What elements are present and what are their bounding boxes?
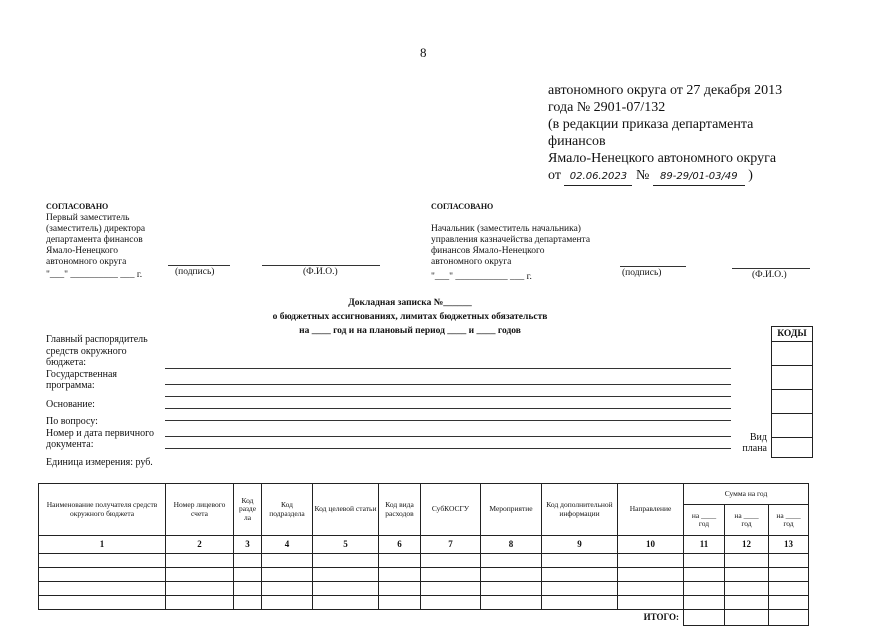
document-header (548, 82, 848, 186)
handwritten-date: 02.06.2023 (564, 168, 632, 186)
field-label: Основание: (46, 398, 95, 410)
approval-line: Первый заместитель (46, 213, 130, 223)
column-number: 10 (618, 536, 684, 554)
field-label: Государственная (46, 368, 118, 380)
fill-line (165, 448, 731, 449)
approval-line: автономного округа (46, 257, 127, 267)
year-label: год (741, 519, 752, 528)
table-cell[interactable] (39, 568, 166, 582)
total-cell[interactable] (725, 610, 769, 626)
table-cell[interactable] (262, 582, 313, 596)
table-cell[interactable] (481, 582, 542, 596)
table-cell[interactable] (379, 582, 421, 596)
table-cell[interactable] (39, 582, 166, 596)
approval-line: Ямало-Ненецкого (46, 246, 118, 256)
field-label: Главный распорядитель (46, 334, 148, 345)
col-header: Номер лицевого счета (166, 484, 234, 536)
table-cell[interactable] (481, 568, 542, 582)
column-number: 4 (262, 536, 313, 554)
field-label: Единица измерения: руб. (46, 456, 153, 468)
codes-header: КОДЫ (772, 327, 812, 342)
table-cell[interactable] (618, 554, 684, 568)
field-label: средств окружного (46, 345, 127, 357)
header-line: (в редакции приказа департамента (548, 117, 754, 132)
year-label: год (698, 519, 710, 528)
table-cell[interactable] (542, 582, 618, 596)
left-date-line: "___" __________ ___ г. (46, 270, 143, 280)
field-label: По вопросу: (46, 416, 98, 427)
fill-line (165, 396, 731, 397)
col-header: Код дополнительной информации (542, 484, 618, 536)
table-cell[interactable] (379, 568, 421, 582)
budget-table (38, 483, 809, 626)
year-label: на ____ (776, 510, 801, 520)
total-cell[interactable] (684, 610, 725, 626)
column-number: 11 (684, 536, 725, 554)
left-sign-label: (подпись) (175, 267, 215, 277)
table-cell[interactable] (234, 582, 262, 596)
fill-line (165, 436, 731, 437)
table-cell[interactable] (313, 596, 379, 610)
plan-label: плана (742, 443, 767, 454)
column-number: 2 (166, 536, 234, 554)
table-cell[interactable] (481, 554, 542, 568)
table-cell[interactable] (166, 554, 234, 568)
table-cell[interactable] (684, 568, 725, 582)
code-cell[interactable] (772, 414, 812, 438)
codes-box (771, 326, 813, 458)
fill-line (165, 384, 731, 385)
table-cell[interactable] (166, 568, 234, 582)
code-cell[interactable] (772, 438, 812, 461)
table-cell[interactable] (684, 554, 725, 568)
right-name-line (732, 268, 810, 269)
table-cell[interactable] (481, 596, 542, 610)
header-order-line (548, 167, 848, 186)
header-line: года № 2901-07/132 (548, 100, 666, 115)
table-cell[interactable] (421, 596, 481, 610)
table-cell[interactable] (39, 596, 166, 610)
approval-line: Начальник (заместитель начальника) (431, 224, 581, 234)
code-cell[interactable] (772, 390, 812, 414)
table-cell[interactable] (379, 596, 421, 610)
table-cell[interactable] (725, 596, 769, 610)
approval-line: (заместитель) директора (46, 224, 146, 234)
code-cell[interactable] (772, 342, 812, 366)
header-line: Ямало-Ненецкого автономного округа (548, 151, 777, 166)
header-prefix: от (548, 168, 561, 183)
table-cell[interactable] (542, 568, 618, 582)
column-number: 6 (379, 536, 421, 554)
col-header: Код целевой статьи (313, 484, 379, 536)
left-approval-block (46, 201, 226, 268)
column-number: 8 (481, 536, 542, 554)
fill-line (165, 368, 731, 369)
table-cell[interactable] (542, 554, 618, 568)
table-cell[interactable] (725, 582, 769, 596)
left-name-label: (Ф.И.О.) (303, 267, 338, 277)
year-header (769, 505, 809, 536)
table-cell[interactable] (234, 568, 262, 582)
table-cell[interactable] (166, 582, 234, 596)
title-line: на ____ год и на плановый период ____ и ____ годов (299, 326, 521, 336)
table-cell[interactable] (262, 554, 313, 568)
number-sign: № (635, 168, 650, 183)
table-cell[interactable] (769, 582, 809, 596)
year-label: год (783, 519, 794, 528)
col-header: Мероприятие (481, 484, 542, 536)
table-cell[interactable] (769, 568, 809, 582)
col-header: Наименование получателя средств окружного бюджета (39, 484, 166, 536)
col-header: СубКОСГУ (421, 484, 481, 536)
approval-line: управления казначейства департамента (431, 235, 591, 245)
total-label: ИТОГО: (643, 612, 679, 623)
table-row (39, 596, 809, 610)
column-number: 9 (542, 536, 618, 554)
table-cell[interactable] (542, 596, 618, 610)
table-cell[interactable] (262, 568, 313, 582)
document-title (200, 298, 620, 337)
right-sign-line (620, 266, 686, 267)
field-label: Номер и дата первичного (46, 427, 154, 439)
left-sign-line (168, 265, 230, 266)
field-label: бюджета: (46, 357, 87, 368)
right-approval-block (431, 201, 631, 268)
year-header (684, 505, 725, 536)
header-close: ) (748, 168, 753, 183)
field-label: документа: (46, 439, 94, 450)
approval-line: автономного округа (431, 257, 512, 267)
year-header (725, 505, 769, 536)
title-line: Докладная записка №______ (348, 298, 472, 308)
col-header: Направление (618, 484, 684, 536)
column-number: 12 (725, 536, 769, 554)
table-cell[interactable] (166, 596, 234, 610)
approval-line: финансов Ямало-Ненецкого (431, 246, 545, 256)
field-labels (46, 334, 154, 468)
year-label: на ____ (734, 510, 759, 520)
table-cell[interactable] (379, 554, 421, 568)
approval-title: СОГЛАСОВАНО (431, 202, 494, 211)
table-cell[interactable] (618, 568, 684, 582)
col-header: Сумма на год (684, 484, 809, 505)
handwritten-number: 89-29/01-03/49 (653, 168, 745, 186)
column-number: 13 (769, 536, 809, 554)
table-cell[interactable] (684, 582, 725, 596)
col-header: Код подраздела (262, 484, 313, 536)
approval-line: департамента финансов (46, 235, 143, 245)
table-cell[interactable] (684, 596, 725, 610)
page-number: 8 (420, 45, 427, 60)
table-row (39, 582, 809, 596)
table-cell[interactable] (421, 554, 481, 568)
column-number: 7 (421, 536, 481, 554)
table-cell[interactable] (769, 596, 809, 610)
right-sign-label: (подпись) (622, 268, 662, 278)
total-row (39, 610, 809, 626)
table-header-row (39, 484, 809, 505)
table-cell[interactable] (421, 582, 481, 596)
table-cell[interactable] (618, 582, 684, 596)
table-cell[interactable] (234, 554, 262, 568)
plan-label: Вид (749, 432, 767, 443)
column-number: 1 (39, 536, 166, 554)
table-row (39, 568, 809, 582)
table-cell[interactable] (725, 568, 769, 582)
total-cell[interactable] (769, 610, 809, 626)
header-line: финансов (548, 134, 606, 149)
approval-title: СОГЛАСОВАНО (46, 202, 109, 211)
table-cell[interactable] (262, 596, 313, 610)
column-number-row (39, 536, 809, 554)
table-cell[interactable] (618, 596, 684, 610)
column-number: 5 (313, 536, 379, 554)
header-line: автономного округа от 27 декабря 2013 (548, 83, 783, 98)
right-name-label: (Ф.И.О.) (752, 270, 787, 280)
year-label: на ____ (691, 510, 717, 520)
column-number: 3 (234, 536, 262, 554)
fill-line (165, 420, 731, 421)
plan-type-label (739, 432, 767, 454)
table-cell[interactable] (725, 554, 769, 568)
table-cell[interactable] (313, 568, 379, 582)
table-cell[interactable] (313, 554, 379, 568)
right-date-line: "___" ___________ ___ г. (431, 272, 532, 282)
table-cell[interactable] (39, 554, 166, 568)
table-cell[interactable] (421, 568, 481, 582)
left-name-line (262, 265, 380, 266)
col-header: Код вида расходов (379, 484, 421, 536)
table-cell[interactable] (769, 554, 809, 568)
table-cell[interactable] (313, 582, 379, 596)
table-cell[interactable] (234, 596, 262, 610)
fill-line (165, 408, 731, 409)
title-line: о бюджетных ассигнованиях, лимитах бюджетных обязательств (272, 312, 548, 322)
field-label: программа: (46, 380, 95, 391)
table-row (39, 554, 809, 568)
col-header: Код разде ла (234, 484, 262, 536)
code-cell[interactable] (772, 366, 812, 390)
